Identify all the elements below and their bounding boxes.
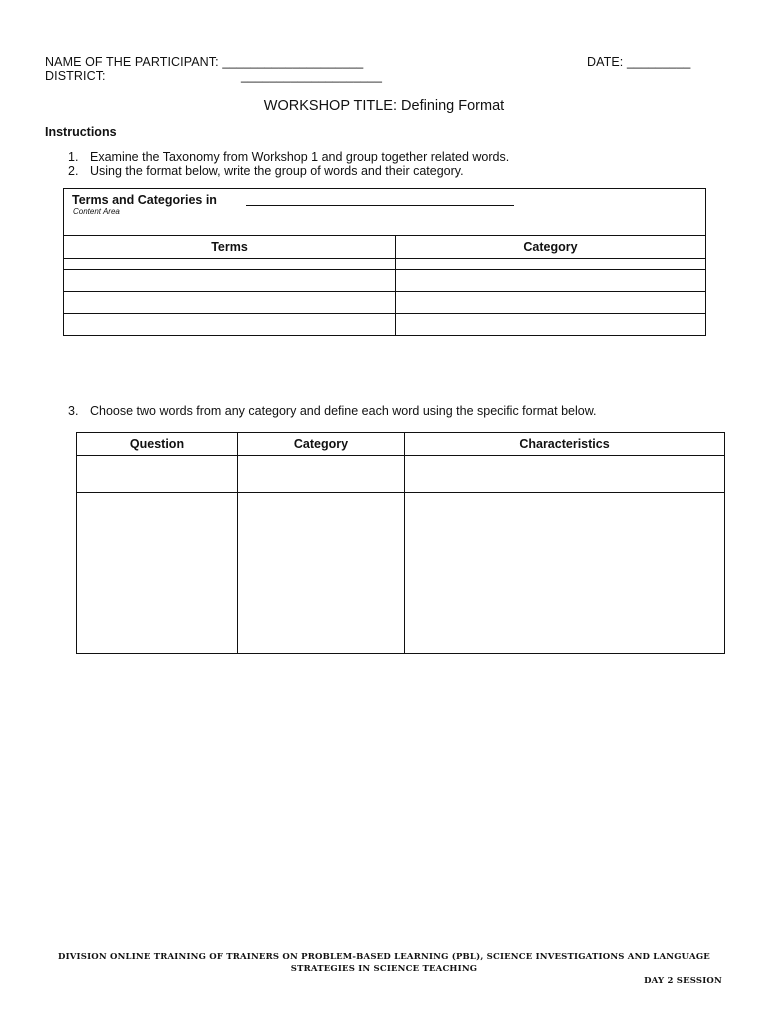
session-label: DAY 2 SESSION <box>644 976 722 986</box>
date-blank: _________ <box>626 55 691 69</box>
definition-format-table <box>76 432 725 654</box>
table-row <box>64 259 706 270</box>
category-column-header: Category <box>396 236 706 259</box>
content-area-blank <box>246 205 514 206</box>
question-cell[interactable] <box>77 493 238 654</box>
instruction-number: 2. <box>68 164 79 178</box>
terms-categories-table <box>63 188 706 336</box>
terms-table-header-cell <box>64 189 706 236</box>
instruction-item-3 <box>68 404 597 418</box>
table-row <box>77 493 725 654</box>
category-cell[interactable] <box>396 314 706 336</box>
district-label: DISTRICT: <box>45 69 106 83</box>
characteristics-cell[interactable] <box>405 493 725 654</box>
terms-table-heading: Terms and Categories in <box>72 193 217 207</box>
instruction-number: 1. <box>68 150 79 164</box>
table-row <box>64 314 706 336</box>
category-cell[interactable] <box>396 292 706 314</box>
footer-line-1: DIVISION ONLINE TRAINING OF TRAINERS ON PROBLEM-BASED LEARNING (PBL), SCIENCE INVESTIGATIONS AND LANGUAGE <box>58 952 710 962</box>
content-area-caption: Content Area <box>73 207 120 216</box>
instruction-text: Using the format below, write the group of words and their category. <box>90 164 464 178</box>
date-field <box>587 55 690 69</box>
participant-field <box>45 55 363 69</box>
instruction-text: Examine the Taxonomy from Workshop 1 and group together related words. <box>90 150 510 164</box>
instruction-item-2 <box>68 164 464 178</box>
question-column-header: Question <box>77 433 238 456</box>
category-column-header: Category <box>238 433 405 456</box>
date-label: DATE: <box>587 55 624 69</box>
instruction-item-1 <box>68 150 509 164</box>
category-cell[interactable] <box>238 493 405 654</box>
category-cell[interactable] <box>396 259 706 270</box>
instructions-heading: Instructions <box>45 125 117 139</box>
terms-column-header: Terms <box>64 236 396 259</box>
characteristics-column-header: Characteristics <box>405 433 725 456</box>
district-blank: ____________________ <box>241 69 383 83</box>
participant-label: NAME OF THE PARTICIPANT: <box>45 55 219 69</box>
table-row <box>77 456 725 493</box>
instruction-text: Choose two words from any category and define each word using the specific format below. <box>90 404 597 418</box>
footer-line-2: STRATEGIES IN SCIENCE TEACHING <box>290 964 478 974</box>
characteristics-cell[interactable] <box>405 456 725 493</box>
table-row <box>64 270 706 292</box>
participant-blank: ____________________ <box>222 55 364 69</box>
table-row <box>64 292 706 314</box>
terms-cell[interactable] <box>64 259 396 270</box>
category-cell[interactable] <box>238 456 405 493</box>
workshop-title: WORKSHOP TITLE: Defining Format <box>263 98 505 114</box>
terms-cell[interactable] <box>64 270 396 292</box>
category-cell[interactable] <box>396 270 706 292</box>
terms-cell[interactable] <box>64 292 396 314</box>
question-cell[interactable] <box>77 456 238 493</box>
instruction-number: 3. <box>68 404 79 418</box>
terms-cell[interactable] <box>64 314 396 336</box>
